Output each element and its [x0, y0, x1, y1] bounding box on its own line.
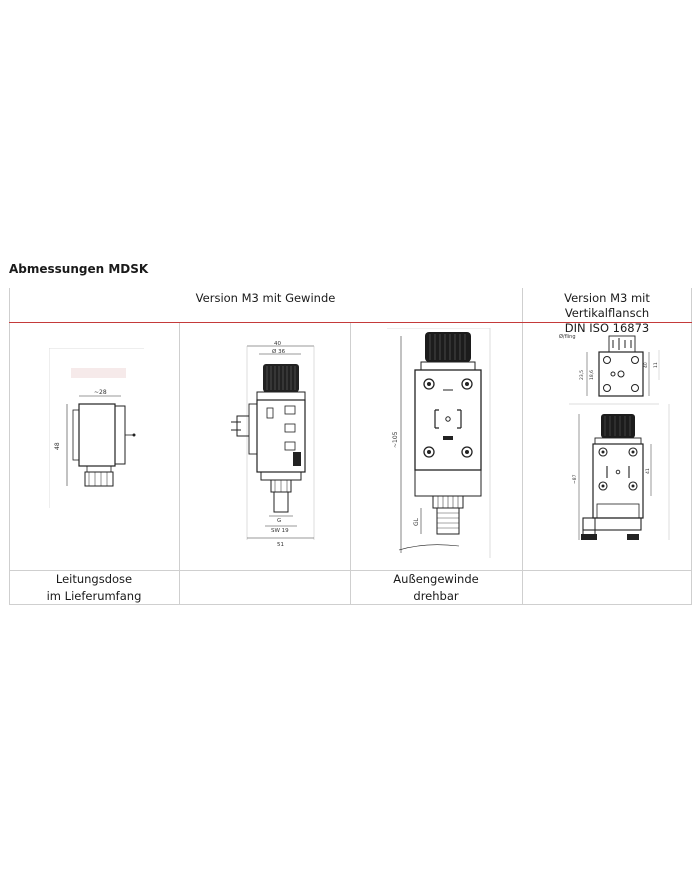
grid-line-left [9, 288, 10, 605]
socket-drawing [49, 348, 144, 508]
flange-drawing [539, 328, 679, 563]
grid-line-col1 [179, 323, 180, 605]
caption-socket [9, 571, 179, 605]
dim-front-height: ~105 [392, 431, 399, 448]
caption-socket-line2: im Lieferumfang [46, 589, 142, 603]
dim-socket-height: 48 [54, 442, 61, 450]
front-drawing [385, 328, 495, 568]
dim-flange-b: 18,6 [590, 369, 595, 380]
caption-socket-line1: Leitungsdose [55, 572, 133, 586]
caption-rotatable-line2: drehbar [413, 589, 459, 603]
header-flange-line2: DIN ISO 16873 [564, 321, 650, 335]
document-title: Abmessungen MDSK [9, 262, 149, 276]
header-flange-line1: Version M3 mit Vertikalflansch [564, 291, 650, 320]
dim-flange-a: 23,5 [580, 369, 585, 380]
dim-thread-g: G [277, 518, 282, 524]
dimension-sheet [9, 288, 692, 605]
caption-rotatable [350, 571, 522, 605]
dim-thread-sw: SW 19 [271, 528, 289, 534]
dim-flange-e: 41 [646, 468, 651, 474]
header-threaded: Version M3 mit Gewinde [195, 291, 336, 305]
caption-rotatable-line1: Außengewinde [393, 572, 479, 586]
dim-flange-top: Ø/fling [559, 334, 576, 340]
dim-thread-inner: Ø 36 [272, 349, 286, 355]
dim-front-gl: GL [413, 518, 420, 526]
grid-line-col2 [350, 323, 351, 605]
dim-socket-width: ~28 [94, 389, 107, 396]
dim-thread-total: 51 [277, 542, 284, 548]
dim-flange-d: 11 [654, 362, 659, 368]
dim-flange-f: ~87 [573, 474, 578, 484]
dim-flange-c: 40 [644, 362, 649, 368]
dim-thread-width: 40 [274, 341, 281, 347]
threaded-drawing [219, 340, 339, 550]
